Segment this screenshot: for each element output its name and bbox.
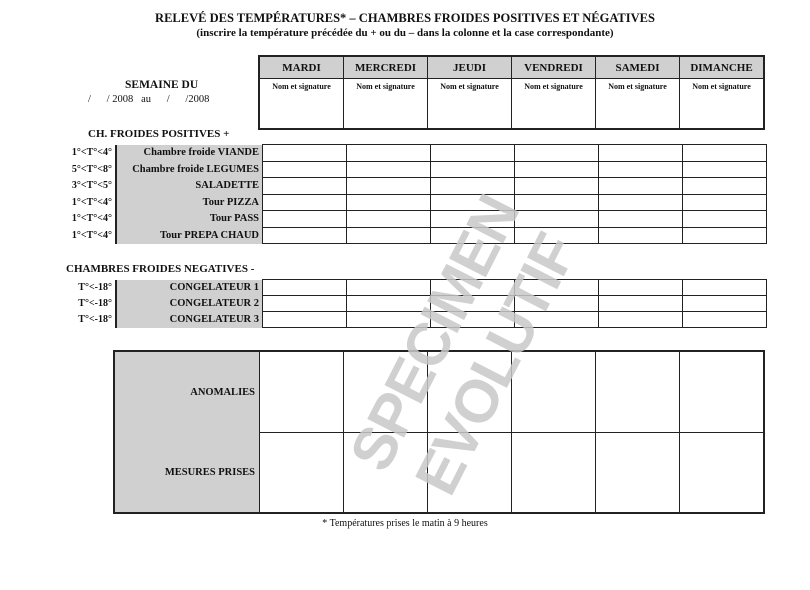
temperature-cell[interactable] <box>347 145 431 162</box>
room-label: Tour PIZZA <box>116 194 263 211</box>
room-label: SALADETTE <box>116 178 263 195</box>
day-header-dimanche: DIMANCHE <box>680 56 765 79</box>
measures-cell[interactable] <box>596 432 680 513</box>
measures-label: MESURES PRISES <box>114 432 260 513</box>
temperature-cell[interactable] <box>683 280 767 296</box>
measures-cell[interactable] <box>680 432 765 513</box>
negative-row <box>52 280 767 296</box>
anomalies-cell[interactable] <box>596 351 680 432</box>
positive-row <box>52 227 767 244</box>
temperature-cell[interactable] <box>347 211 431 228</box>
temperature-cell[interactable] <box>683 194 767 211</box>
footnote: * Températures prises le matin à 9 heures <box>322 518 488 529</box>
anomalies-cell[interactable] <box>680 351 765 432</box>
positive-row <box>52 161 767 178</box>
temperature-cell[interactable] <box>347 178 431 195</box>
temperature-cell[interactable] <box>683 296 767 312</box>
temperature-cell[interactable] <box>683 178 767 195</box>
anomalies-cell[interactable] <box>260 351 344 432</box>
page-title: RELEVÉ DES TEMPÉRATURES* – CHAMBRES FROIDES POSITIVES ET NÉGATIVES <box>155 11 655 25</box>
temperature-cell[interactable] <box>263 145 347 162</box>
signature-cell[interactable]: Nom et signature <box>680 79 765 130</box>
signature-cell[interactable]: Nom et signature <box>596 79 680 130</box>
signature-cell[interactable]: Nom et signature <box>344 79 428 130</box>
temperature-cell[interactable] <box>599 227 683 244</box>
page-subtitle: (inscrire la température précédée du + ou du – dans la colonne et la case correspondante) <box>196 27 614 39</box>
day-header-vendredi: VENDREDI <box>512 56 596 79</box>
day-header-jeudi: JEUDI <box>428 56 512 79</box>
temperature-range: T°<-18° <box>52 296 116 312</box>
temperature-range: 3°<T°<5° <box>52 178 116 195</box>
temperature-cell[interactable] <box>599 145 683 162</box>
temperature-range: 1°<T°<4° <box>52 194 116 211</box>
signature-cell[interactable]: Nom et signature <box>512 79 596 130</box>
temperature-cell[interactable] <box>347 194 431 211</box>
temperature-range: 1°<T°<4° <box>52 211 116 228</box>
temperature-cell[interactable] <box>263 194 347 211</box>
measures-cell[interactable] <box>512 432 596 513</box>
signature-cell[interactable]: Nom et signature <box>428 79 512 130</box>
negative-heading: CHAMBRES FROIDES NEGATIVES - <box>66 263 255 275</box>
temperature-cell[interactable] <box>263 227 347 244</box>
temperature-cell[interactable] <box>263 296 347 312</box>
temperature-cell[interactable] <box>347 161 431 178</box>
temperature-cell[interactable] <box>599 312 683 328</box>
temperature-range: T°<-18° <box>52 280 116 296</box>
day-header-mercredi: MERCREDI <box>344 56 428 79</box>
temperature-cell[interactable] <box>599 280 683 296</box>
room-label: Chambre froide LEGUMES <box>116 161 263 178</box>
day-header-mardi: MARDI <box>259 56 344 79</box>
temperature-cell[interactable] <box>263 312 347 328</box>
room-label: CONGELATEUR 3 <box>116 312 263 328</box>
week-label: SEMAINE DU <box>125 79 199 91</box>
temperature-range: 1°<T°<4° <box>52 145 116 162</box>
temperature-cell[interactable] <box>683 227 767 244</box>
temperature-range: 1°<T°<4° <box>52 227 116 244</box>
positive-heading: CH. FROIDES POSITIVES + <box>88 128 230 140</box>
week-dates[interactable]: / / 2008 au / /2008 <box>88 94 210 105</box>
positive-row <box>52 194 767 211</box>
room-label: CONGELATEUR 2 <box>116 296 263 312</box>
positive-row <box>52 145 767 162</box>
day-header-samedi: SAMEDI <box>596 56 680 79</box>
positive-row <box>52 211 767 228</box>
signature-cell[interactable]: Nom et signature <box>259 79 344 130</box>
room-label: Chambre froide VIANDE <box>116 145 263 162</box>
temperature-cell[interactable] <box>263 211 347 228</box>
temperature-cell[interactable] <box>347 227 431 244</box>
room-label: CONGELATEUR 1 <box>116 280 263 296</box>
temperature-range: 5°<T°<8° <box>52 161 116 178</box>
positive-row <box>52 178 767 195</box>
anomalies-label: ANOMALIES <box>114 351 260 432</box>
room-label: Tour PASS <box>116 211 263 228</box>
specimen-watermark: SPECIMEN EVOLUTIF <box>336 185 590 505</box>
temperature-cell[interactable] <box>599 296 683 312</box>
temperature-cell[interactable] <box>683 161 767 178</box>
positive-table <box>52 144 767 244</box>
temperature-cell[interactable] <box>263 280 347 296</box>
room-label: Tour PREPA CHAUD <box>116 227 263 244</box>
temperature-range: T°<-18° <box>52 312 116 328</box>
temperature-cell[interactable] <box>263 161 347 178</box>
temperature-cell[interactable] <box>263 178 347 195</box>
temperature-cell[interactable] <box>683 145 767 162</box>
temperature-cell[interactable] <box>683 312 767 328</box>
temperature-cell[interactable] <box>683 211 767 228</box>
